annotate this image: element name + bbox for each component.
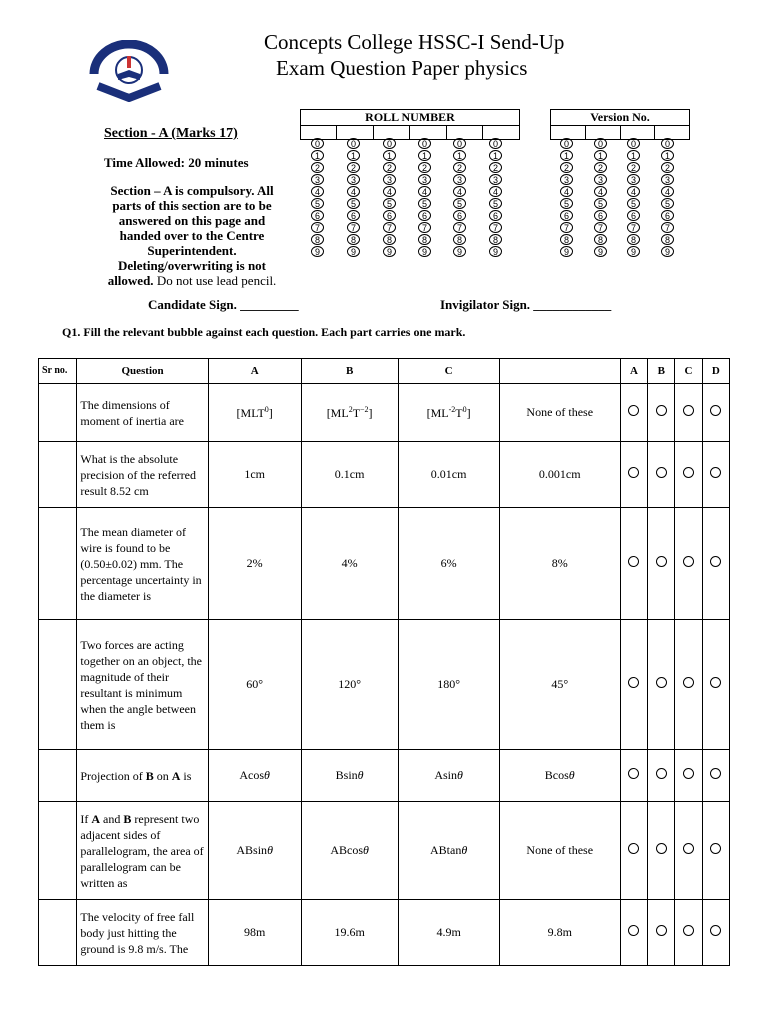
version-box [550,109,690,140]
version-digit-bubble[interactable]: 4 [594,186,607,197]
sr-header: Sr no. [39,359,77,384]
answer-cell-a [620,900,647,966]
question-row [39,508,730,620]
roll-column [347,138,360,258]
question-row [39,442,730,508]
roll-digit-bubble[interactable]: 1 [347,150,360,161]
sr-cell [39,900,77,966]
roll-digit-bubble[interactable]: 6 [347,210,360,221]
roll-number-label: ROLL NUMBER [301,110,520,126]
sr-cell [39,508,77,620]
roll-column [489,138,502,258]
answer-bubble-a[interactable] [628,467,639,478]
sr-cell [39,620,77,750]
roll-digit-bubble[interactable]: 9 [453,246,466,257]
roll-digit-bubble[interactable]: 5 [383,198,396,209]
version-digit-bubble[interactable]: 0 [594,138,607,149]
roll-digit-bubble[interactable]: 1 [311,150,324,161]
roll-digit-bubble[interactable]: 7 [489,222,502,233]
bubble-c-header: C [675,359,702,384]
option-d-cell: None of these [499,802,620,900]
roll-digit-bubble[interactable]: 6 [418,210,431,221]
roll-digit-bubble[interactable]: 2 [383,162,396,173]
option-d-cell: Bcosθ [499,750,620,802]
answer-bubble-c[interactable] [683,843,694,854]
roll-digit-bubble[interactable]: 7 [347,222,360,233]
answer-bubble-c[interactable] [683,556,694,567]
answer-cell-c [675,442,702,508]
version-digit-bubble[interactable]: 7 [594,222,607,233]
option-d-cell: 0.001cm [499,442,620,508]
option-c-cell: 6% [398,508,499,620]
option-a-cell: 2% [208,508,301,620]
version-digit-bubble[interactable]: 1 [627,150,640,161]
option-a-cell: 98m [208,900,301,966]
answer-cell-c [675,900,702,966]
roll-digit-bubble[interactable]: 7 [311,222,324,233]
roll-digit-bubble[interactable]: 2 [418,162,431,173]
version-digit-bubble[interactable]: 7 [560,222,573,233]
roll-digit-bubble[interactable]: 1 [383,150,396,161]
roll-digit-bubble[interactable]: 9 [311,246,324,257]
version-digit-bubble[interactable]: 5 [594,198,607,209]
answer-cell-a [620,802,647,900]
roll-digit-bubble[interactable]: 0 [383,138,396,149]
question-table [38,358,730,966]
roll-column [383,138,396,258]
candidate-sign: Candidate Sign. _________ [148,297,299,312]
answer-cell-a [620,442,647,508]
answer-bubble-c[interactable] [683,405,694,416]
roll-digit-bubble[interactable]: 6 [311,210,324,221]
roll-digit-bubble[interactable]: 4 [453,186,466,197]
roll-digit-bubble[interactable]: 3 [453,174,466,185]
answer-bubble-d[interactable] [710,843,721,854]
answer-cell-b [648,508,675,620]
roll-digit-bubble[interactable]: 7 [418,222,431,233]
answer-bubble-d[interactable] [710,925,721,936]
option-c-cell: 4.9m [398,900,499,966]
roll-digit-bubble[interactable]: 5 [418,198,431,209]
option-a-cell: 1cm [208,442,301,508]
roll-digit-bubble[interactable]: 7 [453,222,466,233]
option-a-cell: 60° [208,620,301,750]
version-digit-bubble[interactable]: 4 [661,186,674,197]
version-digit-bubble[interactable]: 2 [661,162,674,173]
answer-cell-d [702,442,729,508]
answer-cell-b [648,750,675,802]
version-digit-bubble[interactable]: 6 [627,210,640,221]
option-d-cell: None of these [499,384,620,442]
roll-digit-bubble[interactable]: 1 [489,150,502,161]
bubble-a-header: A [620,359,647,384]
roll-digit-bubble[interactable]: 6 [453,210,466,221]
option-b-cell: Bsinθ [301,750,398,802]
page-title-line2: Exam Question Paper physics [276,56,528,80]
roll-digit-bubble[interactable]: 2 [311,162,324,173]
answer-bubble-d[interactable] [710,677,721,688]
question-text: The mean diameter of wire is found to be (0.50±0.02) mm. The percentage uncertainty in the diameter is [77,508,208,620]
option-c-cell: ABtanθ [398,802,499,900]
roll-digit-bubble[interactable]: 3 [383,174,396,185]
roll-digit-bubble[interactable]: 8 [453,234,466,245]
roll-digit-bubble[interactable]: 5 [453,198,466,209]
option-c-header: C [398,359,499,384]
version-digit-bubble[interactable]: 0 [560,138,573,149]
question-header: Question [77,359,208,384]
roll-digit-bubble[interactable]: 4 [347,186,360,197]
answer-cell-d [702,508,729,620]
roll-column [453,138,466,258]
answer-bubble-b[interactable] [656,843,667,854]
answer-bubble-b[interactable] [656,677,667,688]
version-digit-bubble[interactable]: 9 [560,246,573,257]
answer-cell-b [648,802,675,900]
option-d-cell: 8% [499,508,620,620]
answer-cell-c [675,750,702,802]
version-digit-bubble[interactable]: 5 [560,198,573,209]
roll-digit-bubble[interactable]: 4 [311,186,324,197]
roll-digit-bubble[interactable]: 4 [383,186,396,197]
question-row [39,750,730,802]
roll-digit-bubble[interactable]: 0 [453,138,466,149]
option-a-cell: Acosθ [208,750,301,802]
roll-digit-bubble[interactable]: 9 [489,246,502,257]
version-digit-bubble[interactable]: 6 [594,210,607,221]
page-title-line1: Concepts College HSSC-I Send-Up [264,30,565,54]
roll-digit-bubble[interactable]: 8 [311,234,324,245]
option-d-cell: 45° [499,620,620,750]
question-text: If A and B represent two adjacent sides of parallelogram, the area of parallelogram can be written as [77,802,208,900]
option-a-header: A [208,359,301,384]
answer-bubble-d[interactable] [710,467,721,478]
version-digit-bubble[interactable]: 3 [627,174,640,185]
question-text: What is the absolute precision of the referred result 8.52 cm [77,442,208,508]
bubble-b-header: B [648,359,675,384]
roll-digit-bubble[interactable]: 9 [383,246,396,257]
answer-bubble-d[interactable] [710,768,721,779]
roll-digit-bubble[interactable]: 5 [489,198,502,209]
option-b-cell: 0.1cm [301,442,398,508]
version-column [627,138,640,258]
option-a-cell: [MLT$^0$] [208,384,301,442]
version-digit-bubble[interactable]: 9 [627,246,640,257]
version-digit-bubble[interactable]: 8 [661,234,674,245]
version-digit-bubble[interactable]: 2 [560,162,573,173]
roll-digit-bubble[interactable]: 6 [489,210,502,221]
version-digit-bubble[interactable]: 7 [661,222,674,233]
answer-bubble-b[interactable] [656,405,667,416]
roll-column [418,138,431,258]
answer-bubble-c[interactable] [683,467,694,478]
roll-digit-bubble[interactable]: 8 [418,234,431,245]
version-digit-bubble[interactable]: 3 [661,174,674,185]
version-digit-bubble[interactable]: 1 [661,150,674,161]
roll-digit-bubble[interactable]: 3 [489,174,502,185]
question-row [39,384,730,442]
question-row [39,802,730,900]
roll-digit-bubble[interactable]: 9 [347,246,360,257]
option-b-header: B [301,359,398,384]
version-digit-bubble[interactable]: 5 [627,198,640,209]
version-digit-bubble[interactable]: 2 [594,162,607,173]
answer-bubble-a[interactable] [628,768,639,779]
version-digit-bubble[interactable]: 8 [594,234,607,245]
answer-bubble-c[interactable] [683,677,694,688]
answer-bubble-b[interactable] [656,768,667,779]
version-digit-bubble[interactable]: 9 [594,246,607,257]
answer-bubble-a[interactable] [628,556,639,567]
college-logo [84,40,174,102]
version-column [560,138,573,258]
option-b-cell: 120° [301,620,398,750]
roll-digit-bubble[interactable]: 2 [347,162,360,173]
version-column [594,138,607,258]
roll-digit-bubble[interactable]: 5 [347,198,360,209]
roll-digit-bubble[interactable]: 2 [489,162,502,173]
version-digit-bubble[interactable]: 2 [627,162,640,173]
answer-bubble-b[interactable] [656,467,667,478]
answer-bubble-d[interactable] [710,405,721,416]
version-digit-bubble[interactable]: 9 [661,246,674,257]
version-digit-bubble[interactable]: 4 [627,186,640,197]
roll-digit-bubble[interactable]: 1 [418,150,431,161]
version-digit-bubble[interactable]: 1 [594,150,607,161]
option-c-cell: Asinθ [398,750,499,802]
option-c-cell: $[ML^{-2}T^0]$ [398,384,499,442]
version-digit-bubble[interactable]: 7 [627,222,640,233]
answer-bubble-b[interactable] [656,925,667,936]
answer-cell-d [702,750,729,802]
answer-cell-a [620,620,647,750]
sr-cell [39,384,77,442]
answer-cell-b [648,900,675,966]
option-c-cell: 180° [398,620,499,750]
sr-cell [39,802,77,900]
version-digit-bubble[interactable]: 8 [560,234,573,245]
roll-digit-bubble[interactable]: 2 [453,162,466,173]
answer-cell-a [620,384,647,442]
option-b-cell: $[ML^2T^{-2}]$ [301,384,398,442]
question-row [39,620,730,750]
answer-cell-d [702,802,729,900]
option-a-cell: ABsinθ [208,802,301,900]
roll-digit-bubble[interactable]: 0 [418,138,431,149]
version-digit-bubble[interactable]: 3 [594,174,607,185]
roll-digit-bubble[interactable]: 8 [489,234,502,245]
answer-cell-c [675,802,702,900]
answer-cell-c [675,620,702,750]
roll-digit-bubble[interactable]: 3 [311,174,324,185]
answer-cell-c [675,508,702,620]
question-text: The dimensions of moment of inertia are [77,384,208,442]
option-b-cell: 19.6m [301,900,398,966]
roll-column [311,138,324,258]
sr-cell [39,442,77,508]
answer-bubble-c[interactable] [683,925,694,936]
roll-digit-bubble[interactable]: 8 [347,234,360,245]
answer-cell-b [648,384,675,442]
answer-cell-b [648,620,675,750]
option-d-cell: 9.8m [499,900,620,966]
question-text: Two forces are acting together on an object, the magnitude of their resultant is minimum when the angle between them is [77,620,208,750]
bubble-d-header: D [702,359,729,384]
answer-bubble-a[interactable] [628,925,639,936]
roll-digit-bubble[interactable]: 0 [311,138,324,149]
version-label: Version No. [551,110,690,126]
answer-cell-c [675,384,702,442]
roll-number-box [300,109,520,140]
roll-digit-bubble[interactable]: 0 [347,138,360,149]
answer-cell-d [702,900,729,966]
version-digit-bubble[interactable]: 4 [560,186,573,197]
version-digit-bubble[interactable]: 8 [627,234,640,245]
q1-instruction: Q1. Fill the relevant bubble against each question. Each part carries one mark. [62,325,466,339]
answer-bubble-b[interactable] [656,556,667,567]
version-digit-bubble[interactable]: 3 [560,174,573,185]
answer-cell-b [648,442,675,508]
question-text: Projection of B on A is [77,750,208,802]
roll-digit-bubble[interactable]: 7 [383,222,396,233]
answer-cell-a [620,750,647,802]
roll-digit-bubble[interactable]: 4 [489,186,502,197]
answer-cell-d [702,620,729,750]
option-d-header [499,359,620,384]
version-digit-bubble[interactable]: 6 [661,210,674,221]
table-header-row [39,359,730,384]
version-digit-bubble[interactable]: 5 [661,198,674,209]
question-text: The velocity of free fall body just hitting the ground is 9.8 m/s. The [77,900,208,966]
answer-bubble-d[interactable] [710,556,721,567]
section-title: Section - A (Marks 17) [104,126,238,141]
version-digit-bubble[interactable]: 1 [560,150,573,161]
roll-digit-bubble[interactable]: 9 [418,246,431,257]
time-allowed: Time Allowed: 20 minutes [104,155,249,170]
roll-digit-bubble[interactable]: 1 [453,150,466,161]
option-b-cell: ABcosθ [301,802,398,900]
answer-bubble-a[interactable] [628,843,639,854]
version-digit-bubble[interactable]: 6 [560,210,573,221]
version-digit-bubble[interactable]: 0 [627,138,640,149]
answer-cell-a [620,508,647,620]
roll-digit-bubble[interactable]: 4 [418,186,431,197]
roll-digit-bubble[interactable]: 0 [489,138,502,149]
answer-bubble-a[interactable] [628,405,639,416]
sr-cell [39,750,77,802]
question-row [39,900,730,966]
version-column [661,138,674,258]
answer-bubble-c[interactable] [683,768,694,779]
option-c-cell: 0.01cm [398,442,499,508]
version-digit-bubble[interactable]: 0 [661,138,674,149]
answer-bubble-a[interactable] [628,677,639,688]
invigilator-sign: Invigilator Sign. ____________ [440,297,612,312]
option-b-cell: 4% [301,508,398,620]
instructions: Section – A is compulsory. All parts of this section are to be answered on this page and handed over to the Centre Superintendent. Deleting/overwriting is not allowed. Do not use lead pencil. [107,183,277,288]
roll-digit-bubble[interactable]: 8 [383,234,396,245]
roll-digit-bubble[interactable]: 5 [311,198,324,209]
roll-digit-bubble[interactable]: 3 [418,174,431,185]
roll-digit-bubble[interactable]: 3 [347,174,360,185]
roll-digit-bubble[interactable]: 6 [383,210,396,221]
answer-cell-d [702,384,729,442]
